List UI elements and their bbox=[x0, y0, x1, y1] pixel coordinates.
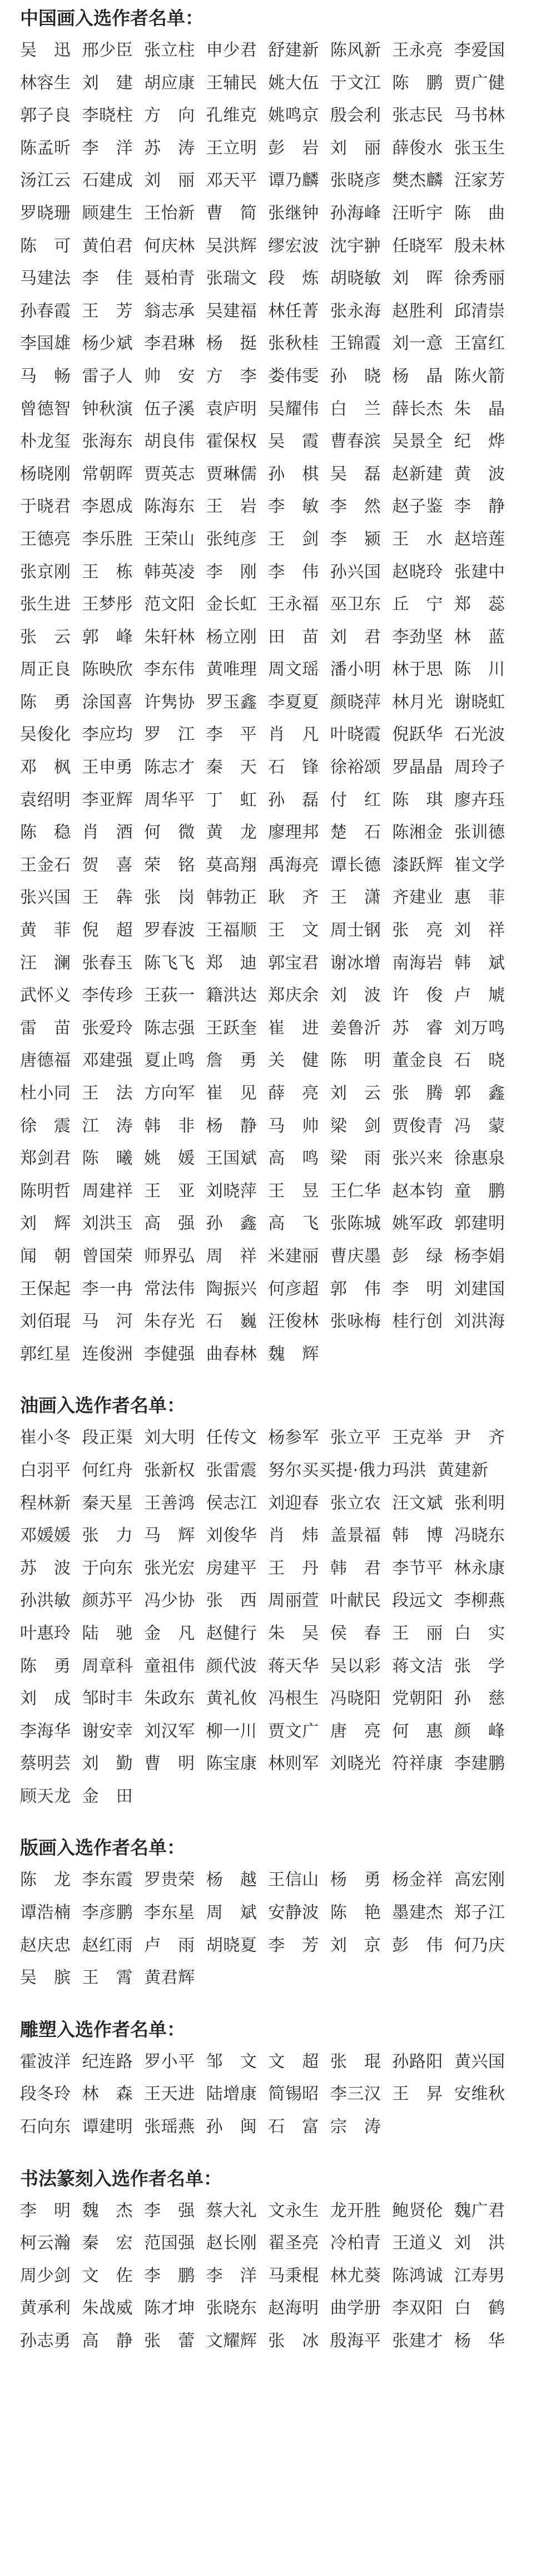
name-line: 孙春霞 王 芳 翁志承 吴建福 林任菁 张永海 赵胜利 邱清崇 bbox=[20, 301, 505, 321]
name-line: 汪 澜 张春玉 陈飞飞 郑 迪 郭宝君 谢冰增 南海岩 韩 斌 bbox=[20, 953, 505, 973]
section-title: 书法篆刻入选作者名单： bbox=[20, 2167, 222, 2189]
name-line: 苏 波 于向东 张光宏 房建平 王 丹 韩 君 李节平 林永康 bbox=[20, 1558, 505, 1578]
name-line: 杜小同 王 法 方向军 崔 见 薛 亮 刘 云 张 腾 郭 鑫 bbox=[20, 1084, 505, 1103]
name-line: 程林新 秦天星 王善鸿 侯志江 刘迎春 张立农 汪文斌 张利明 bbox=[20, 1493, 505, 1513]
section-sculpture bbox=[20, 2017, 536, 2144]
name-line: 周正良 陈映欣 李东伟 黄唯理 周文瑶 潘小明 林于思 陈 川 bbox=[20, 660, 505, 680]
name-line: 邓媛媛 张 力 马 辉 刘俊华 肖 炜 盖景福 韩 博 冯晓东 bbox=[20, 1526, 505, 1546]
name-line: 郑剑君 陈 曦 姚 媛 王国斌 高 鸣 梁 雨 张兴来 徐惠泉 bbox=[20, 1149, 505, 1169]
name-line: 刘 成 邹时丰 朱政东 黄礼攸 冯根生 冯晓阳 党朝阳 孙 慈 bbox=[20, 1689, 505, 1709]
name-line: 袁绍明 李亚辉 周华平 丁 虹 孙 磊 付 红 陈 琪 廖卉珏 bbox=[20, 790, 505, 810]
name-line: 朴龙玺 张海东 胡良伟 霍保权 吴 霞 曹春滨 吴景全 纪 烨 bbox=[20, 432, 505, 452]
name-line: 郭红星 连俊洲 李健强 曲春林 魏 辉 bbox=[20, 1344, 319, 1364]
name-lines bbox=[20, 1864, 536, 1994]
name-line: 王德亮 李乐胜 王荣山 张纯彦 王 剑 李 颍 王 水 赵培莲 bbox=[20, 529, 505, 549]
name-line: 陈 稳 肖 酒 何 微 黄 龙 廖理邦 楚 石 陈湘金 张训德 bbox=[20, 823, 505, 843]
name-line: 李海华 谢安幸 刘汉军 柳一川 贾文广 唐 亮 何 惠 颜 峰 bbox=[20, 1721, 505, 1741]
section-title: 版画入选作者名单： bbox=[20, 1837, 185, 1859]
name-line: 雷 苗 张爱玲 陈志强 王跃奎 崔 进 姜鲁沂 苏 睿 刘万鸣 bbox=[20, 1018, 505, 1038]
name-line: 罗晓珊 顾建生 王怡新 曹 简 张继钟 孙海峰 汪昕宇 陈 曲 bbox=[20, 203, 505, 223]
section-chinese-painting bbox=[20, 6, 536, 1371]
name-line: 孙志勇 高 静 张 蕾 文耀辉 张 冰 殷海平 张建才 杨 华 bbox=[20, 2331, 505, 2351]
name-line: 王保起 李一冉 常法伟 陶振兴 何彦超 郭 伟 李 明 刘建国 bbox=[20, 1279, 505, 1299]
name-line: 唐德福 邓建强 夏止鸣 詹 勇 关 健 陈 明 董金良 石 晓 bbox=[20, 1051, 505, 1071]
name-line: 李 明 魏 杰 李 强 蔡大礼 文永生 龙开胜 鲍贤伦 魏广君 bbox=[20, 2201, 505, 2221]
name-line: 陈 勇 涂国喜 许隽协 罗玉鑫 李夏夏 颜晓萍 林月光 谢晓虹 bbox=[20, 692, 505, 712]
name-line: 邓 枫 王申勇 陈志才 秦 天 石 锋 徐裕颂 罗晶晶 周玲子 bbox=[20, 758, 505, 778]
name-line: 汤江云 石建成 刘 丽 邓天平 谭乃麟 张晓彦 樊杰麟 汪家芳 bbox=[20, 171, 505, 191]
name-line: 柯云瀚 秦 宏 范国强 赵长刚 翟圣亮 冷柏青 王道义 刘 洪 bbox=[20, 2233, 505, 2253]
name-line: 吴 迅 邢少臣 张立柱 申少君 舒建新 陈风新 王永亮 李爱国 bbox=[20, 41, 505, 60]
name-line: 闻 朝 曾国荣 师界弘 周 祥 米建丽 曹庆墨 彭 绿 杨李娟 bbox=[20, 1246, 505, 1266]
name-line: 陈孟昕 李 洋 苏 涛 王立明 彭 岩 刘 丽 薛俊水 张玉生 bbox=[20, 138, 505, 158]
name-line: 黄承利 朱战威 陈才坤 张晓东 赵海明 曲学册 李双阳 白 鹤 bbox=[20, 2298, 505, 2318]
name-line: 林容生 刘 建 胡应康 王辅民 姚大伍 于文江 陈 鹏 贾广健 bbox=[20, 73, 505, 93]
name-line: 陈 勇 周章科 童祖伟 颜代波 蒋天华 吴以彩 蒋文洁 张 学 bbox=[20, 1656, 505, 1676]
name-lines bbox=[20, 1422, 536, 1813]
name-line: 杨晓刚 常朝晖 贾英志 贾琳儒 孙 棋 吴 磊 赵新建 黄 波 bbox=[20, 464, 505, 484]
name-line: 周少剑 文 佐 李 鹏 李 洋 马秉棍 林尤葵 陈鸿诚 江寿男 bbox=[20, 2266, 505, 2286]
name-lines bbox=[20, 34, 536, 1371]
name-line: 张生进 王梦彤 范文阳 金长虹 王永福 巫卫东 丘 宁 郑 蕊 bbox=[20, 595, 505, 615]
name-line: 吴 膑 王 霄 黄君辉 bbox=[20, 1968, 195, 1988]
name-line: 王金石 贺 喜 荣 铭 莫高翔 禹海亮 谭长德 漆跃辉 崔文学 bbox=[20, 855, 505, 875]
section-printmaking bbox=[20, 1835, 536, 1994]
name-line: 马 畅 雷子人 帅 安 方 李 娄伟雯 孙 晓 杨 晶 陈火箭 bbox=[20, 366, 505, 386]
name-line: 赵庆忠 赵红雨 卢 雨 胡晓夏 李 芳 刘 京 彭 伟 何乃庆 bbox=[20, 1935, 505, 1955]
name-line: 谭浩楠 李彦鹏 李东星 周 斌 安静波 陈 艳 墨建杰 郑子江 bbox=[20, 1903, 505, 1923]
name-line: 陈 龙 李东霞 罗贵荣 杨 越 王信山 杨 勇 杨金祥 高宏刚 bbox=[20, 1870, 505, 1890]
name-line: 曾德智 钟秋演 伍子溪 袁庐明 吴耀伟 白 兰 薛长杰 朱 晶 bbox=[20, 399, 505, 419]
section-title: 中国画入选作者名单： bbox=[20, 7, 203, 29]
name-line: 武怀义 李传珍 王荻一 籍洪达 郑庆余 刘 波 许 俊 卢 虓 bbox=[20, 986, 505, 1006]
name-line: 陈明哲 周建祥 王 亚 刘晓萍 王 昱 王仁华 赵本钧 童 鹏 bbox=[20, 1181, 505, 1201]
section-title: 油画入选作者名单： bbox=[20, 1395, 185, 1417]
name-line: 郭子良 李晓柱 方 向 孔维克 姚鸣京 殷会利 张志民 马书林 bbox=[20, 106, 505, 126]
name-line: 段冬玲 林 森 王天进 陆增康 简锡昭 李三汉 王 昇 安维秋 bbox=[20, 2084, 505, 2104]
name-line: 李国雄 杨少斌 李君琳 杨 挺 张秋桂 王锦霞 刘一意 王富红 bbox=[20, 334, 505, 354]
name-line: 顾天龙 金 田 bbox=[20, 1786, 133, 1806]
section-oil-painting bbox=[20, 1393, 536, 1813]
name-line: 霍波洋 纪连路 罗小平 邹 文 文 超 张 琨 孙路阳 黄兴国 bbox=[20, 2051, 505, 2071]
name-lines bbox=[20, 2046, 536, 2144]
name-line: 吴俊化 李应均 罗 江 李 平 肖 凡 叶晓霞 倪跃华 石光波 bbox=[20, 725, 505, 745]
name-line: 石向东 谭建明 张瑶燕 孙 闽 石 富 宗 涛 bbox=[20, 2117, 381, 2137]
name-line: 刘 辉 刘洪玉 高 强 孙 鑫 高 飞 张陈城 姚军政 郭建明 bbox=[20, 1214, 505, 1234]
name-line: 黄 菲 倪 超 罗春波 王福顺 王 文 周士钢 张 亮 刘 祥 bbox=[20, 921, 505, 941]
name-line: 刘佰琨 马 河 朱存光 石 巍 汪俊林 张咏梅 桂行创 刘洪海 bbox=[20, 1312, 505, 1332]
name-line: 叶惠玲 陆 驰 金 凡 赵健行 朱 吴 侯 春 王 丽 白 实 bbox=[20, 1623, 505, 1643]
name-line: 崔小冬 段正渠 刘大明 任传文 杨参军 张立平 王克举 尹 齐 bbox=[20, 1428, 505, 1448]
name-lines bbox=[20, 2195, 536, 2358]
name-line: 张 云 郭 峰 朱轩林 杨立刚 田 苗 刘 君 李劲坚 林 蓝 bbox=[20, 627, 505, 647]
name-line: 蔡明芸 刘 勤 曹 明 陈宝康 林则军 刘晓光 符祥康 李建鹏 bbox=[20, 1754, 505, 1774]
section-title: 雕塑入选作者名单： bbox=[20, 2018, 185, 2040]
name-line: 徐 震 江 涛 韩 非 杨 静 马 帅 梁 剑 贾俊青 冯 蒙 bbox=[20, 1116, 505, 1136]
section-calligraphy-seal bbox=[20, 2166, 536, 2358]
name-line: 马建法 李 佳 聂柏青 张瑞文 段 炼 胡晓敏 刘 晖 徐秀丽 bbox=[20, 269, 505, 289]
name-line: 白羽平 何红舟 张新权 张雷震 努尔买买提·俄力玛洪 黄建新 bbox=[20, 1460, 489, 1480]
name-line: 陈 可 黄伯君 何庆林 吴洪辉 缪宏波 沈宇翀 任晓军 殷未林 bbox=[20, 236, 505, 256]
name-line: 张兴国 王 犇 张 岗 韩勃正 耿 齐 王 潇 齐建业 惠 菲 bbox=[20, 888, 505, 908]
name-line: 张京刚 王 栋 韩英凌 李 刚 李 伟 孙兴国 赵晓玲 张建中 bbox=[20, 562, 505, 582]
name-line: 于晓君 李恩成 陈海东 王 岩 李 敏 李 然 赵子鉴 李 静 bbox=[20, 497, 505, 517]
name-line: 孙洪敏 颜苏平 冯少协 张 西 周丽萱 叶献民 段远文 李柳燕 bbox=[20, 1591, 505, 1611]
